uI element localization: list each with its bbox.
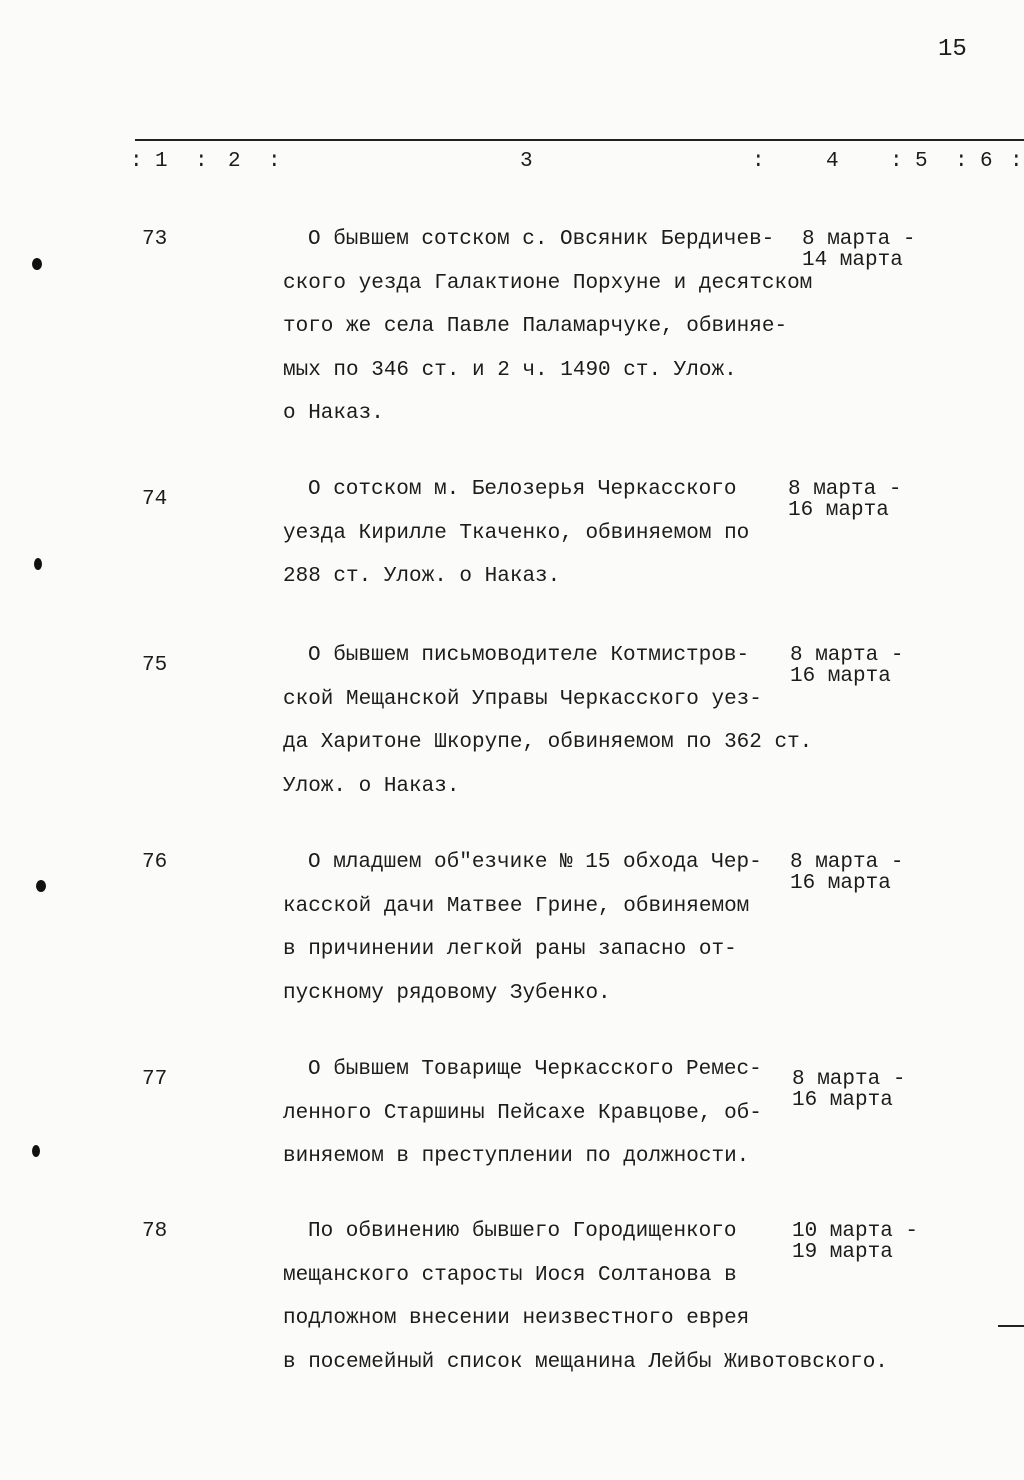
entry-date-to: 16 марта xyxy=(790,665,891,688)
entry-number: 76 xyxy=(142,851,168,874)
column-number: 4 xyxy=(826,150,839,173)
entry-date-to: 19 марта xyxy=(792,1241,893,1264)
punch-mark xyxy=(32,258,42,270)
column-separator: : xyxy=(752,150,765,173)
entry-date-from: 8 марта - xyxy=(790,851,904,874)
entry-number: 78 xyxy=(142,1220,168,1243)
entry-text-line: подложном внесении неизвестного еврея xyxy=(283,1307,750,1330)
entry-date-to: 16 марта xyxy=(792,1089,893,1112)
column-separator: : xyxy=(195,150,208,173)
entry-text-line: касской дачи Матвее Грине, обвиняемом xyxy=(283,894,750,918)
column-number: 1 xyxy=(155,150,168,173)
entry-date-to: 16 марта xyxy=(790,872,891,895)
entry-text-line: О бывшем письмоводителе Котмистров- xyxy=(308,644,750,667)
punch-mark xyxy=(34,558,42,570)
entry-text-line: О младшем об"езчике № 15 обхода Чер- xyxy=(308,851,762,874)
entry-date-from: 10 марта - xyxy=(792,1220,919,1243)
entry-number: 75 xyxy=(142,654,168,677)
entry-date-from: 8 марта - xyxy=(802,228,916,251)
entry-text-line: ского уезда Галактионе Порхуне и десятском xyxy=(283,271,813,295)
entry-text-line: По обвинению бывшего Городищенкого xyxy=(308,1220,737,1243)
column-number: 2 xyxy=(228,150,241,173)
entry-date-from: 8 марта - xyxy=(792,1068,906,1091)
entry-text-line: О бывшем сотском с. Овсяник Бердичев- xyxy=(308,228,775,251)
column-number: 6 xyxy=(980,150,993,173)
entry-date-to: 14 марта xyxy=(802,249,903,272)
entry-text-line: О бывшем Товарище Черкасского Ремес- xyxy=(308,1058,762,1081)
page-number: 15 xyxy=(938,36,967,63)
entry-text-line: в причинении легкой раны запасно от- xyxy=(283,938,737,961)
entry-text-line: о Наказ. xyxy=(283,402,384,425)
entry-text-line: того же села Павле Паламарчуке, обвиняе- xyxy=(283,315,788,338)
column-separator: : xyxy=(890,150,903,173)
entry-text-line: 288 ст. Улож. о Наказ. xyxy=(283,565,561,588)
header-rule xyxy=(135,139,1024,141)
edge-mark xyxy=(998,1325,1024,1327)
entry-number: 74 xyxy=(142,488,168,511)
entry-text-line: мещанского старосты Иося Солтанова в xyxy=(283,1263,737,1287)
entry-text-line: мых по 346 ст. и 2 ч. 1490 ст. Улож. xyxy=(283,358,737,382)
punch-mark xyxy=(32,1145,40,1157)
entry-text-line: да Харитоне Шкорупе, обвиняемом по 362 ст. xyxy=(283,731,813,754)
entry-text-line: уезда Кирилле Ткаченко, обвиняемом по xyxy=(283,521,750,545)
column-number: 5 xyxy=(915,150,928,173)
entry-date-from: 8 марта - xyxy=(790,644,904,667)
entry-number: 73 xyxy=(142,228,168,251)
entry-text-line: виняемом в преступлении по должности. xyxy=(283,1145,750,1168)
entry-date-from: 8 марта - xyxy=(788,478,902,501)
entry-text-line: О сотском м. Белозерья Черкасского xyxy=(308,478,737,501)
column-separator: : xyxy=(955,150,968,173)
entry-text-line: в посемейный список мещанина Лейбы Животовского. xyxy=(283,1350,888,1374)
column-number: 3 xyxy=(520,150,533,173)
column-separator: : xyxy=(1010,150,1023,173)
entry-text-line: ской Мещанской Управы Черкасского уез- xyxy=(283,687,762,711)
column-separator: : xyxy=(130,150,143,173)
entry-text-line: ленного Старшины Пейсахе Кравцове, об- xyxy=(283,1101,762,1125)
entry-text-line: пускному рядовому Зубенко. xyxy=(283,981,611,1005)
entry-text-line: Улож. о Наказ. xyxy=(283,774,460,798)
punch-mark xyxy=(36,880,46,892)
entry-date-to: 16 марта xyxy=(788,499,889,522)
column-separator: : xyxy=(268,150,281,173)
entry-number: 77 xyxy=(142,1068,168,1091)
